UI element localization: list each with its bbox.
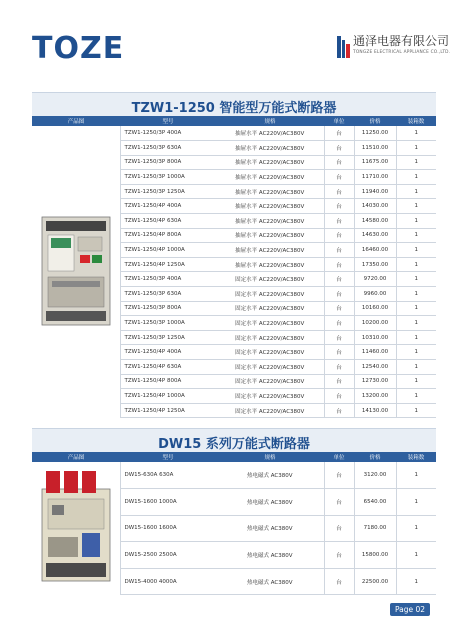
price-cell: 10310.00 [354,330,396,345]
price-cell: 14130.00 [354,403,396,418]
section1-title: TZW1-1250 智能型万能式断路器 [131,101,337,116]
model-cell: TZW1-1250/4P 400A [120,345,216,360]
price-cell: 15800.00 [354,542,396,569]
qty-cell: 1 [396,489,436,516]
spec-cell: 固定水平 AC220V/AC380V [216,287,324,302]
col-header-unit: 单位 [324,116,354,126]
qty-cell: 1 [396,374,436,389]
spec-cell: 抽屉水平 AC220V/AC380V [216,155,324,170]
spec-cell: 固定水平 AC220V/AC380V [216,360,324,375]
price-cell: 11675.00 [354,155,396,170]
model-cell: TZW1-1250/4P 630A [120,360,216,375]
price-cell: 11940.00 [354,184,396,199]
model-cell: DW15-2500 2500A [120,542,216,569]
model-cell: TZW1-1250/3P 800A [120,301,216,316]
price-cell: 3120.00 [354,462,396,489]
price-cell: 11460.00 [354,345,396,360]
price-cell: 9960.00 [354,287,396,302]
qty-cell: 1 [396,568,436,595]
spec-cell: 抽屉水平 AC220V/AC380V [216,170,324,185]
spec-cell: 抽屉水平 AC220V/AC380V [216,214,324,229]
qty-cell: 1 [396,301,436,316]
unit-cell: 台 [324,301,354,316]
qty-cell: 1 [396,389,436,404]
qty-cell: 1 [396,155,436,170]
qty-cell: 1 [396,228,436,243]
unit-cell: 台 [324,345,354,360]
price-cell: 7180.00 [354,515,396,542]
price-cell: 11250.00 [354,126,396,141]
unit-cell: 台 [324,257,354,272]
col-header-model: 型号 [120,452,216,462]
unit-cell: 台 [324,316,354,331]
price-cell: 16460.00 [354,243,396,258]
qty-cell: 1 [396,360,436,375]
model-cell: TZW1-1250/4P 800A [120,228,216,243]
price-cell: 22500.00 [354,568,396,595]
col-header-price: 价格 [354,116,396,126]
spec-cell: 抽屉水平 AC220V/AC380V [216,228,324,243]
unit-cell: 台 [324,462,354,489]
model-cell: DW15-4000 4000A [120,568,216,595]
qty-cell: 1 [396,287,436,302]
model-cell: TZW1-1250/4P 1250A [120,257,216,272]
col-header-qty: 装箱数 [396,116,436,126]
model-cell: TZW1-1250/3P 1000A [120,170,216,185]
qty-cell: 1 [396,345,436,360]
model-cell: TZW1-1250/4P 1000A [120,389,216,404]
section1-price-table [32,116,436,418]
spec-cell: 固定水平 AC220V/AC380V [216,389,324,404]
unit-cell: 台 [324,155,354,170]
spec-cell: 抽屉水平 AC220V/AC380V [216,199,324,214]
model-cell: TZW1-1250/4P 630A [120,214,216,229]
unit-cell: 台 [324,542,354,569]
company-english-name: TONGZE ELECTRICAL APPLIANCE CO.,LTD. [353,50,451,55]
unit-cell: 台 [324,489,354,516]
spec-cell: 固定水平 AC220V/AC380V [216,345,324,360]
table-header-row [32,452,436,462]
unit-cell: 台 [324,330,354,345]
company-logo-icon [337,36,350,58]
model-cell: TZW1-1250/3P 1000A [120,316,216,331]
page-header [0,0,468,78]
price-cell: 10160.00 [354,301,396,316]
model-cell: TZW1-1250/3P 630A [120,287,216,302]
qty-cell: 1 [396,403,436,418]
spec-cell: 抽屉水平 AC220V/AC380V [216,243,324,258]
qty-cell: 1 [396,462,436,489]
col-header-image: 产品图 [32,116,120,126]
unit-cell: 台 [324,403,354,418]
price-cell: 10200.00 [354,316,396,331]
qty-cell: 1 [396,515,436,542]
qty-cell: 1 [396,141,436,156]
col-header-model: 型号 [120,116,216,126]
model-cell: TZW1-1250/4P 400A [120,199,216,214]
model-cell: TZW1-1250/4P 1000A [120,243,216,258]
product-image-cell [32,462,120,595]
spec-cell: 热电磁式 AC380V [216,515,324,542]
section2-band-top-line [32,428,436,429]
spec-cell: 固定水平 AC220V/AC380V [216,374,324,389]
qty-cell: 1 [396,170,436,185]
col-header-qty: 装箱数 [396,452,436,462]
model-cell: TZW1-1250/3P 1250A [120,184,216,199]
table-header-row [32,116,436,126]
spec-cell: 抽屉水平 AC220V/AC380V [216,184,324,199]
page-number: Page 02 [390,603,430,616]
spec-cell: 固定水平 AC220V/AC380V [216,316,324,331]
model-cell: DW15-1600 1600A [120,515,216,542]
model-cell: TZW1-1250/3P 400A [120,272,216,287]
spec-cell: 热电磁式 AC380V [216,462,324,489]
section1-band-top-line [32,92,436,93]
model-cell: TZW1-1250/3P 800A [120,155,216,170]
price-cell: 12540.00 [354,360,396,375]
model-cell: TZW1-1250/4P 1250A [120,403,216,418]
col-header-spec: 规格 [216,452,324,462]
model-cell: DW15-1600 1000A [120,489,216,516]
model-cell: TZW1-1250/3P 1250A [120,330,216,345]
qty-cell: 1 [396,184,436,199]
spec-cell: 热电磁式 AC380V [216,489,324,516]
qty-cell: 1 [396,542,436,569]
product-image-cell [32,126,120,418]
qty-cell: 1 [396,257,436,272]
model-cell: TZW1-1250/3P 630A [120,141,216,156]
table-row [32,126,436,141]
price-cell: 14630.00 [354,228,396,243]
unit-cell: 台 [324,515,354,542]
model-cell: TZW1-1250/3P 400A [120,126,216,141]
unit-cell: 台 [324,214,354,229]
brand-logo: TOZE [32,31,125,66]
unit-cell: 台 [324,243,354,258]
col-header-price: 价格 [354,452,396,462]
col-header-unit: 单位 [324,452,354,462]
price-cell: 14580.00 [354,214,396,229]
unit-cell: 台 [324,360,354,375]
qty-cell: 1 [396,243,436,258]
col-header-spec: 规格 [216,116,324,126]
price-cell: 9720.00 [354,272,396,287]
spec-cell: 固定水平 AC220V/AC380V [216,330,324,345]
unit-cell: 台 [324,374,354,389]
unit-cell: 台 [324,228,354,243]
price-cell: 17350.00 [354,257,396,272]
price-cell: 11710.00 [354,170,396,185]
price-cell: 11510.00 [354,141,396,156]
col-header-image: 产品图 [32,452,120,462]
spec-cell: 热电磁式 AC380V [216,542,324,569]
spec-cell: 抽屉水平 AC220V/AC380V [216,257,324,272]
tzw1-breaker-product-image [38,211,114,331]
unit-cell: 台 [324,272,354,287]
spec-cell: 抽屉水平 AC220V/AC380V [216,126,324,141]
price-cell: 12730.00 [354,374,396,389]
company-name: 通泽电器有限公司 [353,34,450,48]
unit-cell: 台 [324,184,354,199]
price-cell: 6540.00 [354,489,396,516]
qty-cell: 1 [396,272,436,287]
spec-cell: 抽屉水平 AC220V/AC380V [216,141,324,156]
qty-cell: 1 [396,330,436,345]
table-row [32,462,436,489]
unit-cell: 台 [324,141,354,156]
spec-cell: 固定水平 AC220V/AC380V [216,301,324,316]
price-cell: 14030.00 [354,199,396,214]
unit-cell: 台 [324,568,354,595]
spec-cell: 固定水平 AC220V/AC380V [216,403,324,418]
price-cell: 13200.00 [354,389,396,404]
unit-cell: 台 [324,287,354,302]
unit-cell: 台 [324,170,354,185]
qty-cell: 1 [396,316,436,331]
section2-title: DW15 系列万能式断路器 [158,437,310,452]
qty-cell: 1 [396,214,436,229]
qty-cell: 1 [396,126,436,141]
dw15-breaker-product-image [38,467,114,587]
unit-cell: 台 [324,126,354,141]
spec-cell: 热电磁式 AC380V [216,568,324,595]
spec-cell: 固定水平 AC220V/AC380V [216,272,324,287]
qty-cell: 1 [396,199,436,214]
section2-price-table [32,452,436,595]
model-cell: TZW1-1250/4P 800A [120,374,216,389]
unit-cell: 台 [324,389,354,404]
model-cell: DW15-630A 630A [120,462,216,489]
unit-cell: 台 [324,199,354,214]
